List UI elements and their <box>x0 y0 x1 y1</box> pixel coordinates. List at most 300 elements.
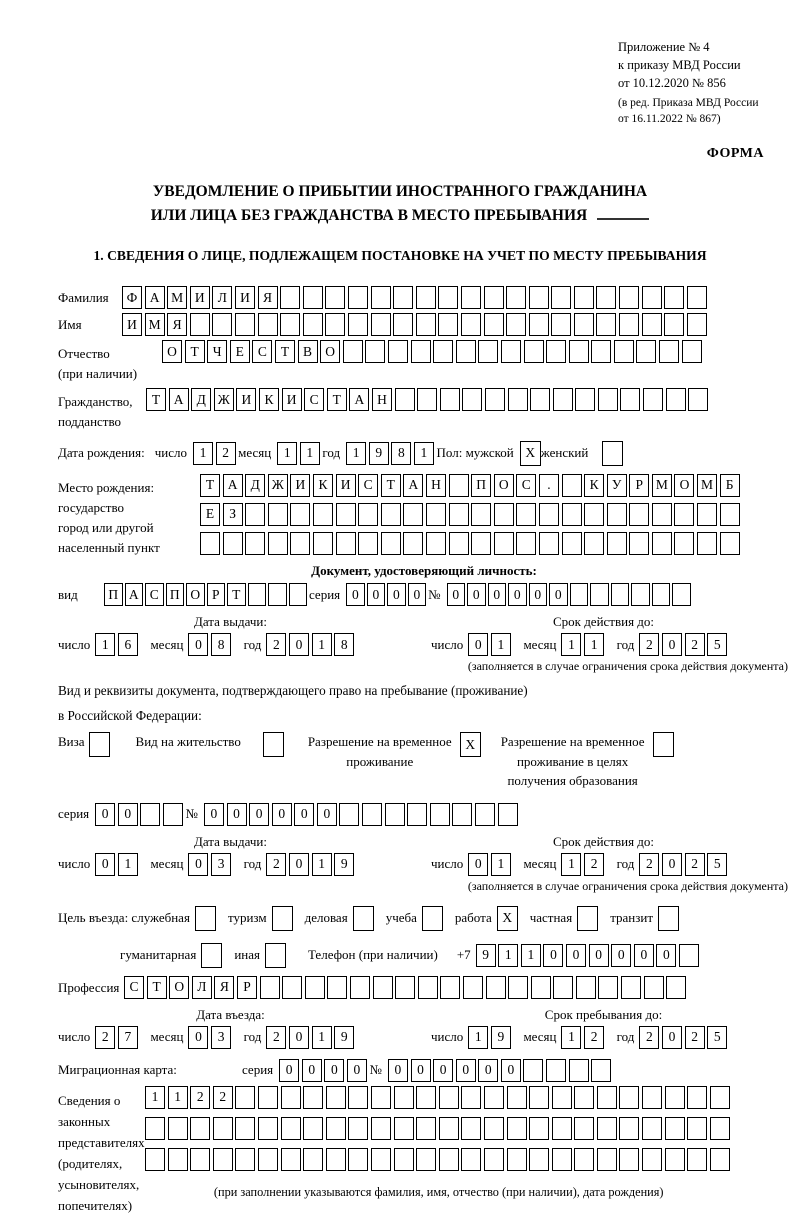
stay-year-boxes-cell-0[interactable]: 2 <box>639 1026 659 1049</box>
citizenship-boxes-cell-18[interactable] <box>553 388 573 411</box>
profession-boxes-cell-19[interactable] <box>553 976 573 999</box>
phone-boxes-cell-5[interactable]: 0 <box>589 944 609 967</box>
birthplace-row1-boxes-cell-0[interactable]: Т <box>200 474 220 497</box>
name-boxes-cell-12[interactable] <box>393 313 413 336</box>
patronymic-boxes-cell-2[interactable]: Ч <box>207 340 227 363</box>
patronymic-boxes-cell-5[interactable]: Т <box>275 340 295 363</box>
repr-row3-boxes-cell-11[interactable] <box>394 1148 414 1171</box>
profession-boxes-cell-10[interactable] <box>350 976 370 999</box>
residence-permit-checkbox[interactable] <box>263 732 284 757</box>
profession-boxes-cell-8[interactable] <box>305 976 325 999</box>
repr-row2-boxes-cell-0[interactable] <box>145 1117 165 1140</box>
citizenship-boxes-cell-7[interactable]: С <box>304 388 324 411</box>
patronymic-boxes-cell-19[interactable] <box>591 340 611 363</box>
profession-boxes-cell-2[interactable]: О <box>169 976 189 999</box>
repr-row2-boxes-cell-19[interactable] <box>574 1117 594 1140</box>
repr-row2-boxes-cell-10[interactable] <box>371 1117 391 1140</box>
res-doc-number-boxes-cell-10[interactable] <box>430 803 450 826</box>
birthplace-row1-boxes-cell-11[interactable] <box>449 474 469 497</box>
res-doc-series-boxes-cell-0[interactable]: 0 <box>95 803 115 826</box>
id-valid-day-boxes-cell-1[interactable]: 1 <box>491 633 511 656</box>
repr-row2-boxes-cell-4[interactable] <box>235 1117 255 1140</box>
res-valid-year-boxes-cell-3[interactable]: 5 <box>707 853 727 876</box>
surname-boxes-cell-12[interactable] <box>393 286 413 309</box>
migr-series-boxes-cell-1[interactable]: 0 <box>302 1059 322 1082</box>
repr-row1-boxes-cell-17[interactable] <box>529 1086 549 1109</box>
repr-row1-boxes-cell-10[interactable] <box>371 1086 391 1109</box>
migr-series-boxes-cell-3[interactable]: 0 <box>347 1059 367 1082</box>
name-boxes-cell-25[interactable] <box>687 313 707 336</box>
birthplace-row1-boxes-cell-17[interactable]: К <box>584 474 604 497</box>
repr-row3-boxes-cell-22[interactable] <box>642 1148 662 1171</box>
id-valid-year-boxes-cell-3[interactable]: 5 <box>707 633 727 656</box>
profession-boxes-cell-16[interactable] <box>486 976 506 999</box>
birthplace-row2-boxes-cell-20[interactable] <box>652 503 672 526</box>
res-valid-year-boxes-cell-2[interactable]: 2 <box>685 853 705 876</box>
profession-boxes-cell-13[interactable] <box>418 976 438 999</box>
repr-row2-boxes-cell-9[interactable] <box>348 1117 368 1140</box>
id-issue-year-boxes-cell-2[interactable]: 1 <box>312 633 332 656</box>
birthplace-row2-boxes-cell-10[interactable] <box>426 503 446 526</box>
birthplace-row2-boxes-cell-8[interactable] <box>381 503 401 526</box>
res-doc-series-boxes-cell-2[interactable] <box>140 803 160 826</box>
profession-boxes-cell-17[interactable] <box>508 976 528 999</box>
phone-boxes-cell-3[interactable]: 0 <box>543 944 563 967</box>
repr-row3-boxes-cell-14[interactable] <box>461 1148 481 1171</box>
repr-row2-boxes-cell-23[interactable] <box>665 1117 685 1140</box>
res-issue-year-boxes-cell-1[interactable]: 0 <box>289 853 309 876</box>
repr-row1-boxes-cell-5[interactable] <box>258 1086 278 1109</box>
patronymic-boxes-cell-0[interactable]: О <box>162 340 182 363</box>
profession-boxes-cell-15[interactable] <box>463 976 483 999</box>
surname-boxes-cell-0[interactable]: Ф <box>122 286 142 309</box>
surname-boxes-cell-19[interactable] <box>551 286 571 309</box>
citizenship-boxes-cell-11[interactable] <box>395 388 415 411</box>
migr-series-boxes-cell-0[interactable]: 0 <box>279 1059 299 1082</box>
repr-row3-boxes-cell-4[interactable] <box>235 1148 255 1171</box>
citizenship-boxes-cell-0[interactable]: Т <box>146 388 166 411</box>
citizenship-boxes-cell-24[interactable] <box>688 388 708 411</box>
migr-number-boxes-cell-8[interactable] <box>569 1059 589 1082</box>
res-valid-month-boxes-cell-1[interactable]: 2 <box>584 853 604 876</box>
repr-row3-boxes-cell-17[interactable] <box>529 1148 549 1171</box>
birthplace-row2-boxes-cell-1[interactable]: З <box>223 503 243 526</box>
surname-boxes-cell-21[interactable] <box>596 286 616 309</box>
birthplace-row3-boxes-cell-1[interactable] <box>223 532 243 555</box>
citizenship-boxes-cell-14[interactable] <box>462 388 482 411</box>
birthplace-row2-boxes-cell-9[interactable] <box>403 503 423 526</box>
repr-row1-boxes-cell-25[interactable] <box>710 1086 730 1109</box>
res-doc-number-boxes-cell-6[interactable] <box>339 803 359 826</box>
res-issue-month-boxes-cell-0[interactable]: 0 <box>188 853 208 876</box>
stay-month-boxes-cell-0[interactable]: 1 <box>561 1026 581 1049</box>
id-doc-number-boxes-cell-7[interactable] <box>590 583 609 606</box>
id-doc-type-boxes-cell-4[interactable]: О <box>186 583 205 606</box>
profession-boxes-cell-20[interactable] <box>576 976 596 999</box>
repr-row2-boxes-cell-2[interactable] <box>190 1117 210 1140</box>
repr-row2-boxes-cell-8[interactable] <box>326 1117 346 1140</box>
citizenship-boxes-cell-20[interactable] <box>598 388 618 411</box>
migr-number-boxes-cell-6[interactable] <box>523 1059 543 1082</box>
surname-boxes-cell-15[interactable] <box>461 286 481 309</box>
id-doc-type-boxes-cell-5[interactable]: Р <box>207 583 226 606</box>
birthplace-row3-boxes-cell-10[interactable] <box>426 532 446 555</box>
profession-boxes-cell-14[interactable] <box>440 976 460 999</box>
name-boxes-cell-7[interactable] <box>280 313 300 336</box>
temp-residence-edu-checkbox[interactable] <box>653 732 674 757</box>
repr-row1-boxes-cell-4[interactable] <box>235 1086 255 1109</box>
name-boxes-cell-9[interactable] <box>325 313 345 336</box>
surname-boxes-cell-24[interactable] <box>664 286 684 309</box>
name-boxes-cell-16[interactable] <box>484 313 504 336</box>
migr-number-boxes-cell-1[interactable]: 0 <box>411 1059 431 1082</box>
repr-row1-boxes-cell-2[interactable]: 2 <box>190 1086 210 1109</box>
patronymic-boxes-cell-20[interactable] <box>614 340 634 363</box>
birthplace-row2-boxes-cell-2[interactable] <box>245 503 265 526</box>
repr-row1-boxes-cell-3[interactable]: 2 <box>213 1086 233 1109</box>
id-doc-series-boxes-cell-3[interactable]: 0 <box>408 583 427 606</box>
id-doc-type-boxes-cell-6[interactable]: Т <box>227 583 246 606</box>
repr-row2-boxes-cell-15[interactable] <box>484 1117 504 1140</box>
res-doc-number-boxes-cell-13[interactable] <box>498 803 518 826</box>
birthplace-row2-boxes-cell-6[interactable] <box>336 503 356 526</box>
id-doc-number-boxes-cell-2[interactable]: 0 <box>488 583 507 606</box>
birthplace-row1-boxes-cell-13[interactable]: О <box>494 474 514 497</box>
patronymic-boxes-cell-15[interactable] <box>501 340 521 363</box>
birth-day-boxes-cell-1[interactable]: 2 <box>216 442 236 465</box>
repr-row1-boxes-cell-18[interactable] <box>552 1086 572 1109</box>
birthplace-row3-boxes-cell-22[interactable] <box>697 532 717 555</box>
patronymic-boxes-cell-23[interactable] <box>682 340 702 363</box>
birthplace-row3-boxes-cell-11[interactable] <box>449 532 469 555</box>
profession-boxes-cell-9[interactable] <box>327 976 347 999</box>
citizenship-boxes-cell-9[interactable]: А <box>349 388 369 411</box>
birth-year-boxes-cell-0[interactable]: 1 <box>346 442 366 465</box>
repr-row1-boxes-cell-0[interactable]: 1 <box>145 1086 165 1109</box>
purpose-study-checkbox[interactable] <box>422 906 443 931</box>
res-doc-number-boxes-cell-5[interactable]: 0 <box>317 803 337 826</box>
id-issue-month-boxes-cell-0[interactable]: 0 <box>188 633 208 656</box>
phone-boxes-cell-6[interactable]: 0 <box>611 944 631 967</box>
profession-boxes-cell-12[interactable] <box>395 976 415 999</box>
name-boxes-cell-10[interactable] <box>348 313 368 336</box>
birthplace-row2-boxes-cell-13[interactable] <box>494 503 514 526</box>
patronymic-boxes-cell-10[interactable] <box>388 340 408 363</box>
birthplace-row3-boxes-cell-18[interactable] <box>607 532 627 555</box>
res-doc-series-boxes-cell-3[interactable] <box>163 803 183 826</box>
id-doc-number-boxes-cell-11[interactable] <box>672 583 691 606</box>
repr-row2-boxes-cell-13[interactable] <box>439 1117 459 1140</box>
repr-row2-boxes-cell-20[interactable] <box>597 1117 617 1140</box>
surname-boxes-cell-7[interactable] <box>280 286 300 309</box>
birthplace-row1-boxes-cell-14[interactable]: С <box>516 474 536 497</box>
birthplace-row3-boxes-cell-4[interactable] <box>290 532 310 555</box>
repr-row2-boxes-cell-12[interactable] <box>416 1117 436 1140</box>
id-doc-number-boxes-cell-8[interactable] <box>611 583 630 606</box>
res-doc-number-boxes-cell-3[interactable]: 0 <box>272 803 292 826</box>
id-doc-number-boxes-cell-5[interactable]: 0 <box>549 583 568 606</box>
res-doc-number-boxes-cell-0[interactable]: 0 <box>204 803 224 826</box>
surname-boxes-cell-5[interactable]: И <box>235 286 255 309</box>
repr-row1-boxes-cell-19[interactable] <box>574 1086 594 1109</box>
migr-number-boxes-cell-2[interactable]: 0 <box>433 1059 453 1082</box>
id-doc-type-boxes-cell-3[interactable]: П <box>166 583 185 606</box>
repr-row3-boxes-cell-2[interactable] <box>190 1148 210 1171</box>
name-boxes-cell-20[interactable] <box>574 313 594 336</box>
surname-boxes-cell-3[interactable]: И <box>190 286 210 309</box>
surname-boxes-cell-22[interactable] <box>619 286 639 309</box>
citizenship-boxes-cell-23[interactable] <box>666 388 686 411</box>
res-doc-number-boxes-cell-9[interactable] <box>407 803 427 826</box>
repr-row2-boxes-cell-7[interactable] <box>303 1117 323 1140</box>
birthplace-row1-boxes-cell-1[interactable]: А <box>223 474 243 497</box>
temp-residence-checkbox[interactable]: X <box>460 732 481 757</box>
surname-boxes-cell-6[interactable]: Я <box>258 286 278 309</box>
birthplace-row3-boxes-cell-5[interactable] <box>313 532 333 555</box>
repr-row3-boxes-cell-10[interactable] <box>371 1148 391 1171</box>
repr-row3-boxes-cell-13[interactable] <box>439 1148 459 1171</box>
repr-row3-boxes-cell-5[interactable] <box>258 1148 278 1171</box>
name-boxes-cell-4[interactable] <box>212 313 232 336</box>
res-doc-number-boxes-cell-4[interactable]: 0 <box>294 803 314 826</box>
repr-row1-boxes-cell-8[interactable] <box>326 1086 346 1109</box>
entry-year-boxes-cell-1[interactable]: 0 <box>289 1026 309 1049</box>
repr-row3-boxes-cell-1[interactable] <box>168 1148 188 1171</box>
birthplace-row2-boxes-cell-23[interactable] <box>720 503 740 526</box>
surname-boxes-cell-1[interactable]: А <box>145 286 165 309</box>
repr-row3-boxes-cell-19[interactable] <box>574 1148 594 1171</box>
repr-row3-boxes-cell-6[interactable] <box>281 1148 301 1171</box>
profession-boxes-cell-18[interactable] <box>531 976 551 999</box>
birthplace-row1-boxes-cell-7[interactable]: С <box>358 474 378 497</box>
name-boxes-cell-13[interactable] <box>416 313 436 336</box>
birthplace-row1-boxes-cell-19[interactable]: Р <box>629 474 649 497</box>
id-doc-type-boxes-cell-9[interactable] <box>289 583 308 606</box>
repr-row3-boxes-cell-25[interactable] <box>710 1148 730 1171</box>
name-boxes-cell-1[interactable]: М <box>145 313 165 336</box>
birthplace-row2-boxes-cell-3[interactable] <box>268 503 288 526</box>
repr-row2-boxes-cell-1[interactable] <box>168 1117 188 1140</box>
id-doc-series-boxes-cell-2[interactable]: 0 <box>387 583 406 606</box>
citizenship-boxes-cell-16[interactable] <box>508 388 528 411</box>
patronymic-boxes-cell-6[interactable]: В <box>298 340 318 363</box>
surname-boxes-cell-10[interactable] <box>348 286 368 309</box>
name-boxes-cell-17[interactable] <box>506 313 526 336</box>
id-doc-number-boxes-cell-0[interactable]: 0 <box>447 583 466 606</box>
name-boxes-cell-8[interactable] <box>303 313 323 336</box>
birthplace-row2-boxes-cell-16[interactable] <box>562 503 582 526</box>
res-valid-day-boxes-cell-0[interactable]: 0 <box>468 853 488 876</box>
repr-row1-boxes-cell-21[interactable] <box>619 1086 639 1109</box>
name-boxes-cell-2[interactable]: Я <box>167 313 187 336</box>
profession-boxes-cell-7[interactable] <box>282 976 302 999</box>
patronymic-boxes-cell-12[interactable] <box>433 340 453 363</box>
birthplace-row3-boxes-cell-19[interactable] <box>629 532 649 555</box>
surname-boxes-cell-2[interactable]: М <box>167 286 187 309</box>
birthplace-row3-boxes-cell-0[interactable] <box>200 532 220 555</box>
birthplace-row1-boxes-cell-10[interactable]: Н <box>426 474 446 497</box>
citizenship-boxes-cell-12[interactable] <box>417 388 437 411</box>
stay-day-boxes-cell-0[interactable]: 1 <box>468 1026 488 1049</box>
birthplace-row3-boxes-cell-12[interactable] <box>471 532 491 555</box>
citizenship-boxes-cell-6[interactable]: И <box>282 388 302 411</box>
surname-boxes-cell-16[interactable] <box>484 286 504 309</box>
birthplace-row3-boxes-cell-6[interactable] <box>336 532 356 555</box>
surname-boxes-cell-23[interactable] <box>642 286 662 309</box>
birthplace-row3-boxes-cell-20[interactable] <box>652 532 672 555</box>
repr-row1-boxes-cell-22[interactable] <box>642 1086 662 1109</box>
stay-year-boxes-cell-2[interactable]: 2 <box>685 1026 705 1049</box>
patronymic-boxes-cell-1[interactable]: Т <box>185 340 205 363</box>
repr-row2-boxes-cell-24[interactable] <box>687 1117 707 1140</box>
repr-row3-boxes-cell-12[interactable] <box>416 1148 436 1171</box>
patronymic-boxes-cell-4[interactable]: С <box>252 340 272 363</box>
birthplace-row2-boxes-cell-4[interactable] <box>290 503 310 526</box>
birthplace-row3-boxes-cell-9[interactable] <box>403 532 423 555</box>
migr-number-boxes-cell-4[interactable]: 0 <box>478 1059 498 1082</box>
surname-boxes-cell-25[interactable] <box>687 286 707 309</box>
birthplace-row1-boxes-cell-4[interactable]: И <box>290 474 310 497</box>
repr-row1-boxes-cell-16[interactable] <box>507 1086 527 1109</box>
patronymic-boxes-cell-22[interactable] <box>659 340 679 363</box>
purpose-official-checkbox[interactable] <box>195 906 216 931</box>
sex-male-checkbox[interactable]: X <box>520 441 541 466</box>
repr-row2-boxes-cell-6[interactable] <box>281 1117 301 1140</box>
id-valid-month-boxes-cell-0[interactable]: 1 <box>561 633 581 656</box>
repr-row2-boxes-cell-25[interactable] <box>710 1117 730 1140</box>
citizenship-boxes-cell-5[interactable]: К <box>259 388 279 411</box>
profession-boxes-cell-4[interactable]: Я <box>214 976 234 999</box>
phone-boxes-cell-2[interactable]: 1 <box>521 944 541 967</box>
repr-row3-boxes-cell-8[interactable] <box>326 1148 346 1171</box>
patronymic-boxes-cell-14[interactable] <box>478 340 498 363</box>
birthplace-row3-boxes-cell-3[interactable] <box>268 532 288 555</box>
birthplace-row3-boxes-cell-15[interactable] <box>539 532 559 555</box>
id-issue-year-boxes-cell-3[interactable]: 8 <box>334 633 354 656</box>
birthplace-row1-boxes-cell-23[interactable]: Б <box>720 474 740 497</box>
citizenship-boxes-cell-13[interactable] <box>440 388 460 411</box>
surname-boxes-cell-9[interactable] <box>325 286 345 309</box>
entry-day-boxes-cell-0[interactable]: 2 <box>95 1026 115 1049</box>
patronymic-boxes-cell-11[interactable] <box>411 340 431 363</box>
citizenship-boxes-cell-10[interactable]: Н <box>372 388 392 411</box>
birthplace-row1-boxes-cell-21[interactable]: О <box>674 474 694 497</box>
birthplace-row1-boxes-cell-2[interactable]: Д <box>245 474 265 497</box>
birthplace-row2-boxes-cell-12[interactable] <box>471 503 491 526</box>
entry-year-boxes-cell-3[interactable]: 9 <box>334 1026 354 1049</box>
id-doc-number-boxes-cell-4[interactable]: 0 <box>529 583 548 606</box>
id-doc-number-boxes-cell-10[interactable] <box>652 583 671 606</box>
birthplace-row2-boxes-cell-0[interactable]: Е <box>200 503 220 526</box>
profession-boxes-cell-21[interactable] <box>598 976 618 999</box>
phone-boxes-cell-0[interactable]: 9 <box>476 944 496 967</box>
entry-month-boxes-cell-0[interactable]: 0 <box>188 1026 208 1049</box>
migr-series-boxes-cell-2[interactable]: 0 <box>324 1059 344 1082</box>
surname-boxes-cell-11[interactable] <box>371 286 391 309</box>
repr-row3-boxes-cell-24[interactable] <box>687 1148 707 1171</box>
repr-row1-boxes-cell-20[interactable] <box>597 1086 617 1109</box>
purpose-humanitarian-checkbox[interactable] <box>201 943 222 968</box>
repr-row2-boxes-cell-21[interactable] <box>619 1117 639 1140</box>
profession-boxes-cell-6[interactable] <box>260 976 280 999</box>
name-boxes-cell-21[interactable] <box>596 313 616 336</box>
birthplace-row1-boxes-cell-12[interactable]: П <box>471 474 491 497</box>
patronymic-boxes-cell-7[interactable]: О <box>320 340 340 363</box>
name-boxes-cell-24[interactable] <box>664 313 684 336</box>
repr-row2-boxes-cell-17[interactable] <box>529 1117 549 1140</box>
surname-boxes-cell-17[interactable] <box>506 286 526 309</box>
res-doc-number-boxes-cell-11[interactable] <box>452 803 472 826</box>
entry-month-boxes-cell-1[interactable]: 3 <box>211 1026 231 1049</box>
birthplace-row3-boxes-cell-2[interactable] <box>245 532 265 555</box>
id-issue-month-boxes-cell-1[interactable]: 8 <box>211 633 231 656</box>
name-boxes-cell-11[interactable] <box>371 313 391 336</box>
repr-row1-boxes-cell-11[interactable] <box>394 1086 414 1109</box>
name-boxes-cell-18[interactable] <box>529 313 549 336</box>
res-issue-year-boxes-cell-2[interactable]: 1 <box>312 853 332 876</box>
repr-row1-boxes-cell-23[interactable] <box>665 1086 685 1109</box>
citizenship-boxes-cell-19[interactable] <box>575 388 595 411</box>
stay-month-boxes-cell-1[interactable]: 2 <box>584 1026 604 1049</box>
name-boxes-cell-23[interactable] <box>642 313 662 336</box>
name-boxes-cell-19[interactable] <box>551 313 571 336</box>
birthplace-row2-boxes-cell-17[interactable] <box>584 503 604 526</box>
purpose-work-checkbox[interactable]: X <box>497 906 518 931</box>
repr-row3-boxes-cell-23[interactable] <box>665 1148 685 1171</box>
res-doc-number-boxes-cell-12[interactable] <box>475 803 495 826</box>
citizenship-boxes-cell-17[interactable] <box>530 388 550 411</box>
birthplace-row1-boxes-cell-15[interactable]: . <box>539 474 559 497</box>
citizenship-boxes-cell-22[interactable] <box>643 388 663 411</box>
birthplace-row1-boxes-cell-16[interactable] <box>562 474 582 497</box>
repr-row2-boxes-cell-14[interactable] <box>461 1117 481 1140</box>
migr-number-boxes-cell-3[interactable]: 0 <box>456 1059 476 1082</box>
patronymic-boxes-cell-16[interactable] <box>524 340 544 363</box>
repr-row1-boxes-cell-14[interactable] <box>461 1086 481 1109</box>
surname-boxes-cell-18[interactable] <box>529 286 549 309</box>
id-issue-day-boxes-cell-0[interactable]: 1 <box>95 633 115 656</box>
purpose-tourism-checkbox[interactable] <box>272 906 293 931</box>
patronymic-boxes-cell-18[interactable] <box>569 340 589 363</box>
stay-day-boxes-cell-1[interactable]: 9 <box>491 1026 511 1049</box>
id-doc-number-boxes-cell-1[interactable]: 0 <box>467 583 486 606</box>
birthplace-row1-boxes-cell-22[interactable]: М <box>697 474 717 497</box>
repr-row1-boxes-cell-12[interactable] <box>416 1086 436 1109</box>
surname-boxes-cell-14[interactable] <box>438 286 458 309</box>
res-issue-day-boxes-cell-1[interactable]: 1 <box>118 853 138 876</box>
res-valid-year-boxes-cell-1[interactable]: 0 <box>662 853 682 876</box>
stay-year-boxes-cell-3[interactable]: 5 <box>707 1026 727 1049</box>
citizenship-boxes-cell-2[interactable]: Д <box>191 388 211 411</box>
res-valid-day-boxes-cell-1[interactable]: 1 <box>491 853 511 876</box>
profession-boxes-cell-24[interactable] <box>666 976 686 999</box>
repr-row2-boxes-cell-18[interactable] <box>552 1117 572 1140</box>
id-doc-number-boxes-cell-9[interactable] <box>631 583 650 606</box>
entry-day-boxes-cell-1[interactable]: 7 <box>118 1026 138 1049</box>
birthplace-row2-boxes-cell-19[interactable] <box>629 503 649 526</box>
repr-row2-boxes-cell-22[interactable] <box>642 1117 662 1140</box>
phone-boxes-cell-9[interactable] <box>679 944 699 967</box>
id-doc-type-boxes-cell-7[interactable] <box>248 583 267 606</box>
repr-row1-boxes-cell-1[interactable]: 1 <box>168 1086 188 1109</box>
citizenship-boxes-cell-4[interactable]: И <box>236 388 256 411</box>
birthplace-row1-boxes-cell-6[interactable]: И <box>336 474 356 497</box>
res-doc-number-boxes-cell-7[interactable] <box>362 803 382 826</box>
name-boxes-cell-0[interactable]: И <box>122 313 142 336</box>
res-issue-year-boxes-cell-0[interactable]: 2 <box>266 853 286 876</box>
repr-row3-boxes-cell-9[interactable] <box>348 1148 368 1171</box>
name-boxes-cell-15[interactable] <box>461 313 481 336</box>
